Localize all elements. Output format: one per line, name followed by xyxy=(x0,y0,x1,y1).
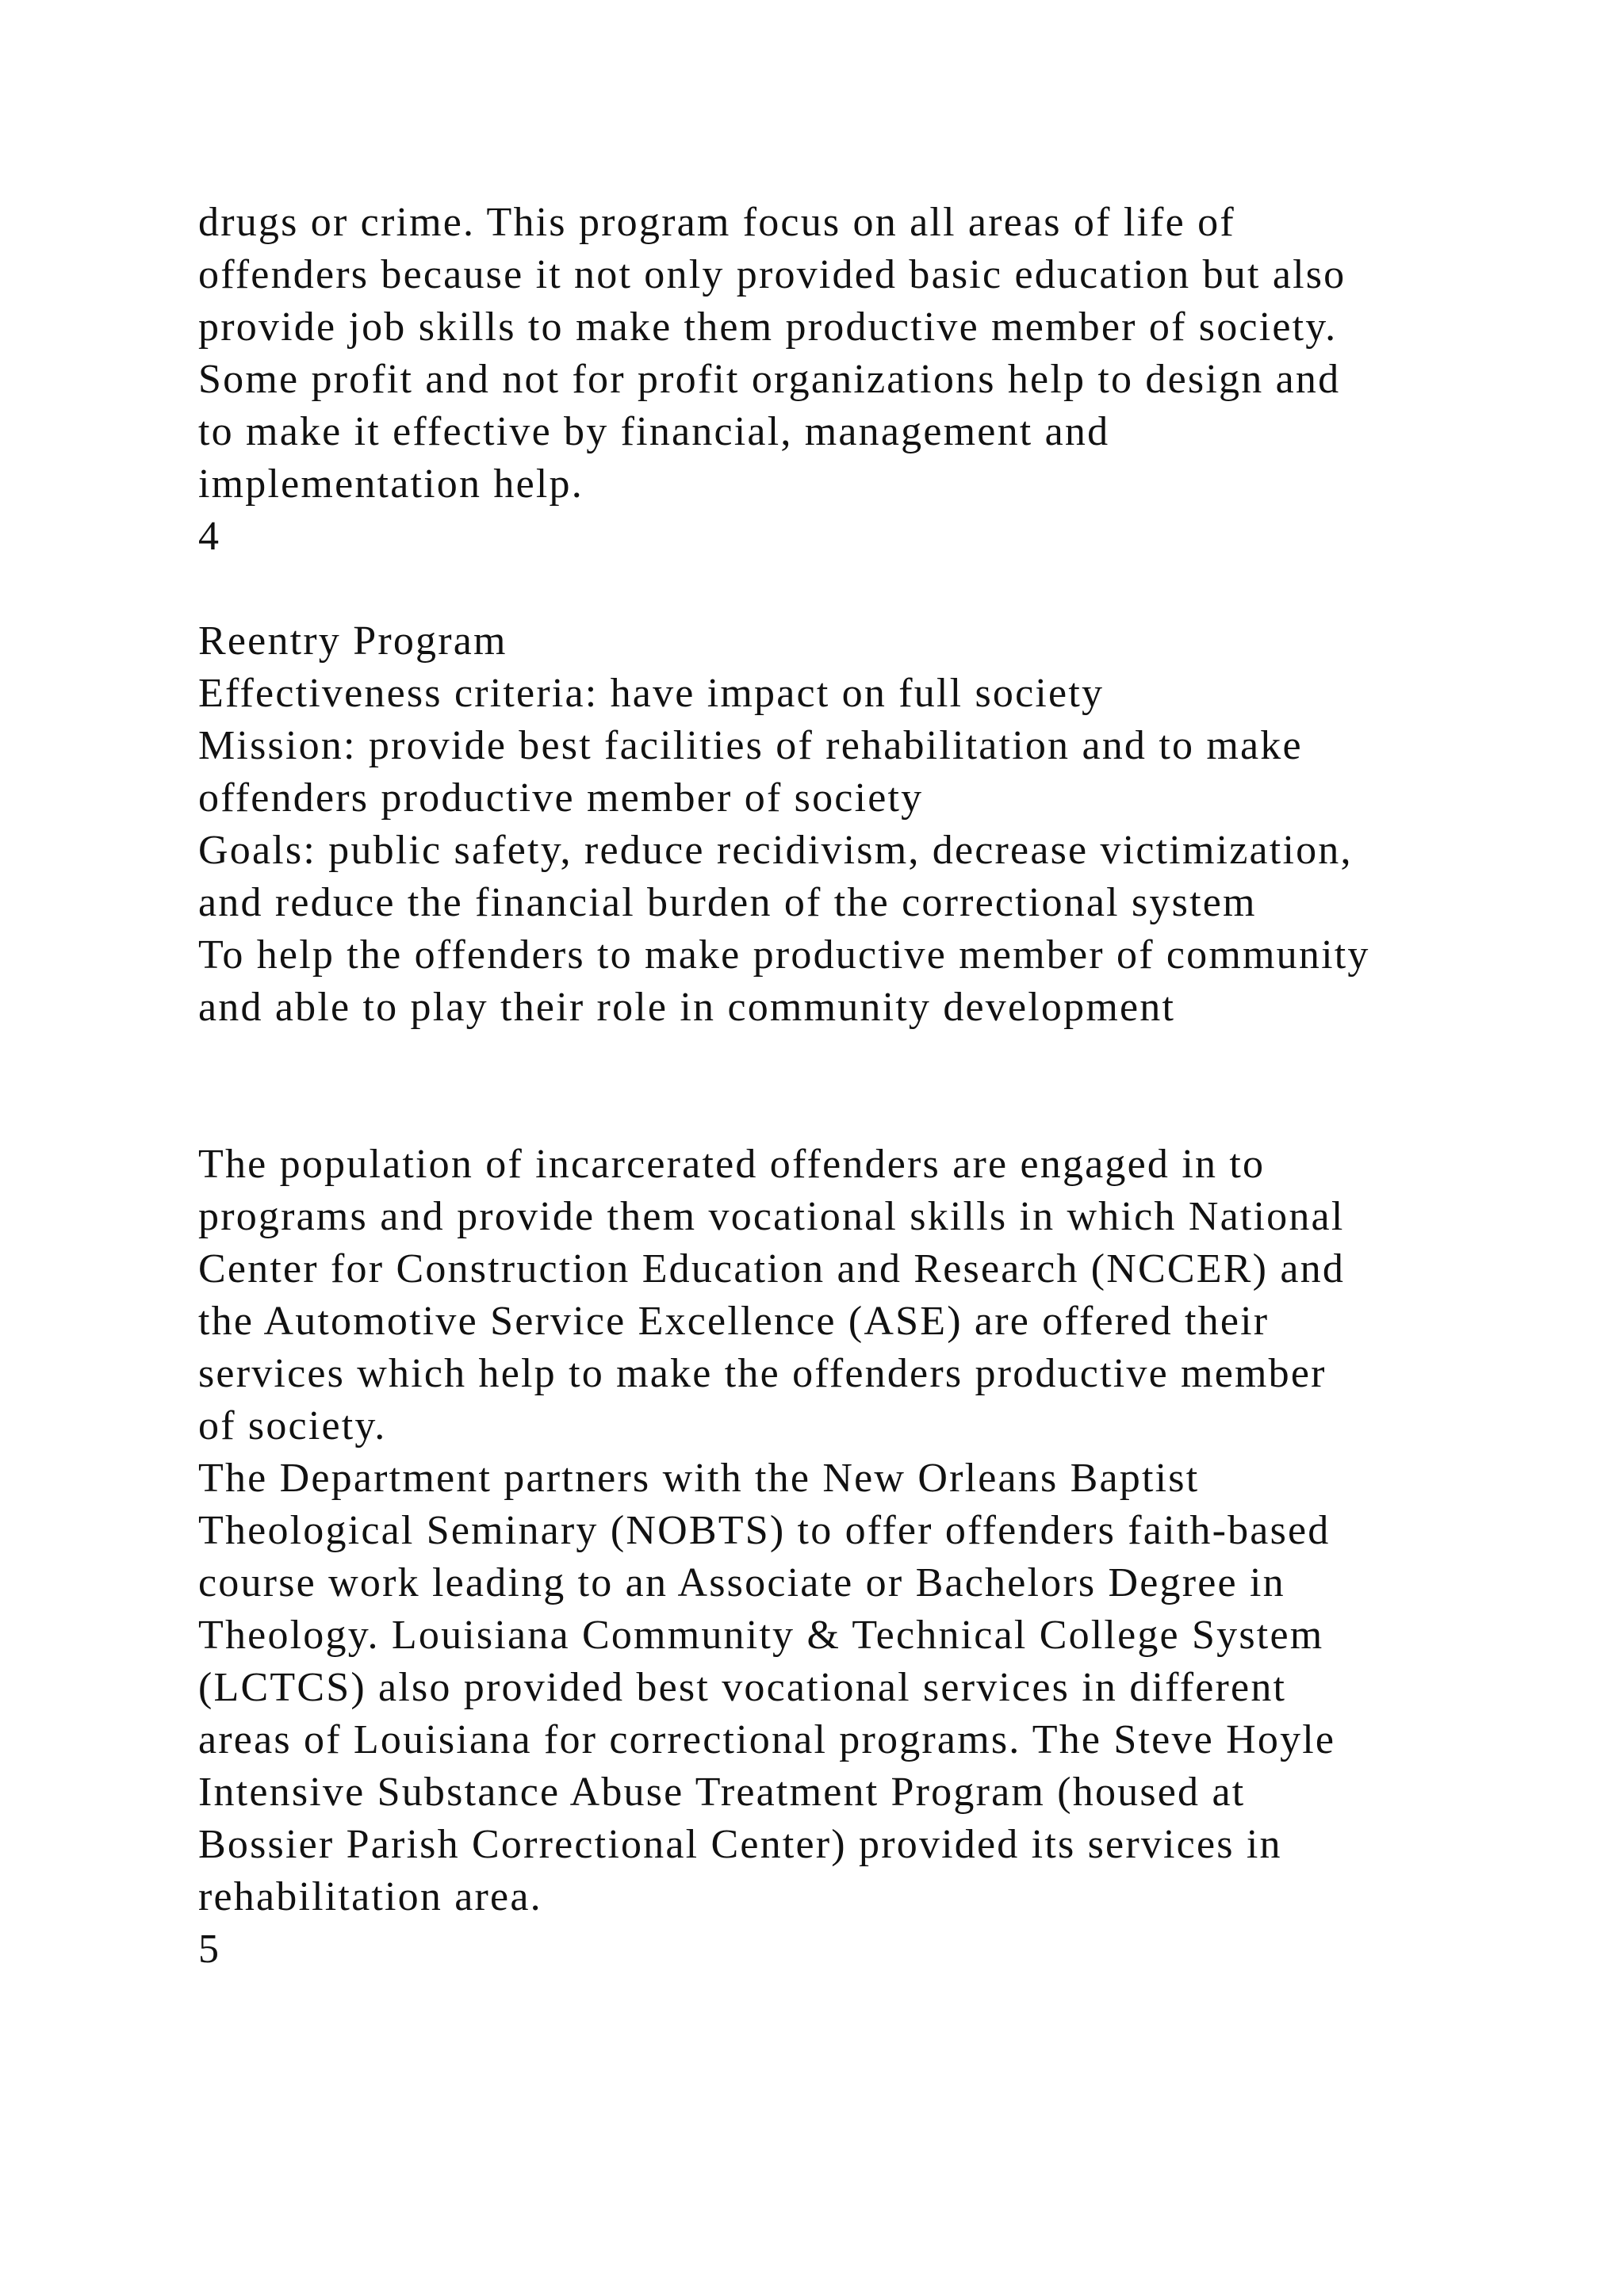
reentry-program-line: Reentry Program xyxy=(198,618,508,664)
paragraph-population-line: rehabilitation area. xyxy=(198,1874,542,1919)
paragraph-population-line: The population of incarcerated offenders are engaged in to xyxy=(198,1142,1266,1187)
paragraph-population-line: Theological Seminary (NOBTS) to offer offenders faith-based xyxy=(198,1508,1331,1553)
paragraph-population-line: areas of Louisiana for correctional programs. The Steve Hoyle xyxy=(198,1717,1336,1762)
reentry-program-line: To help the offenders to make productive member of community xyxy=(198,932,1370,978)
paragraph-intro-line: drugs or crime. This program focus on all areas of life of xyxy=(198,200,1235,245)
paragraph-population-line: services which help to make the offenders productive member xyxy=(198,1351,1327,1396)
paragraph-intro-line: Some profit and not for profit organizations help to design and xyxy=(198,357,1341,402)
paragraph-population-line: course work leading to an Associate or Bachelors Degree in xyxy=(198,1560,1285,1605)
reentry-program-line: Goals: public safety, reduce recidivism, decrease victimization, xyxy=(198,828,1353,873)
paragraph-intro-line: provide job skills to make them productive member of society. xyxy=(198,304,1338,350)
paragraph-population xyxy=(198,1138,1546,1976)
paragraph-intro xyxy=(198,197,1546,563)
paragraph-population-line: programs and provide them vocational skills in which National xyxy=(198,1194,1345,1239)
paragraph-intro-line: 4 xyxy=(198,514,221,559)
paragraph-population-line: of society. xyxy=(198,1403,387,1448)
reentry-program-line: Effectiveness criteria: have impact on full society xyxy=(198,671,1105,716)
paragraph-population-line: 5 xyxy=(198,1927,221,1972)
paragraph-population-line: the Automotive Service Excellence (ASE) are offered their xyxy=(198,1299,1270,1344)
paragraph-population-line: Bossier Parish Correctional Center) provided its services in xyxy=(198,1822,1282,1867)
paragraph-intro-line: offenders because it not only provided basic education but also xyxy=(198,252,1346,297)
paragraph-population-line: Theology. Louisiana Community & Technical College System xyxy=(198,1613,1324,1658)
paragraph-intro-line: to make it effective by financial, management and xyxy=(198,409,1110,454)
reentry-program-line: Mission: provide best facilities of rehabilitation and to make xyxy=(198,723,1303,768)
paragraph-population-line: The Department partners with the New Orleans Baptist xyxy=(198,1456,1200,1501)
paragraph-population-line: Intensive Substance Abuse Treatment Program (housed at xyxy=(198,1770,1246,1815)
paragraph-population-line: (LCTCS) also provided best vocational services in different xyxy=(198,1665,1287,1710)
paragraph-population-line: Center for Construction Education and Research (NCCER) and xyxy=(198,1246,1346,1292)
reentry-program-line: offenders productive member of society xyxy=(198,775,924,821)
paragraph-intro-line: implementation help. xyxy=(198,461,584,507)
reentry-program-section xyxy=(198,615,1546,1034)
reentry-program-line: and reduce the financial burden of the correctional system xyxy=(198,880,1257,925)
reentry-program-line: and able to play their role in community development xyxy=(198,985,1176,1030)
